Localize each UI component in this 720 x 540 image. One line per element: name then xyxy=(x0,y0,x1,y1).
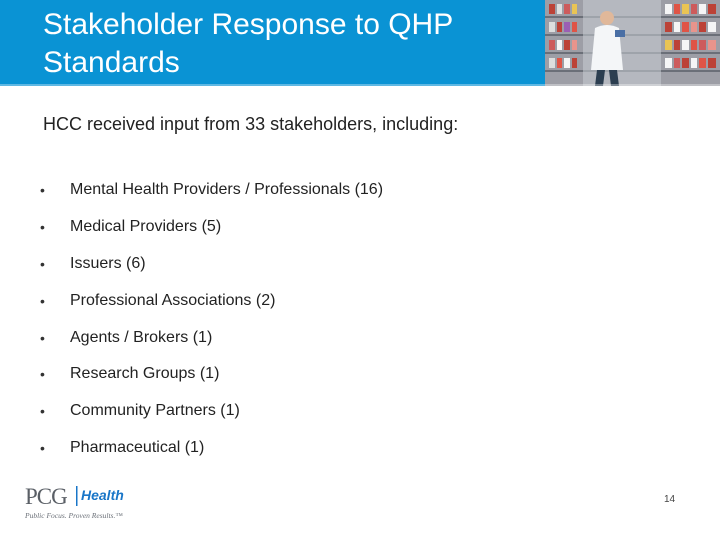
list-item xyxy=(40,430,383,467)
bullet-icon: • xyxy=(40,182,45,199)
slide-header xyxy=(0,0,720,86)
header-photo xyxy=(545,0,720,86)
slide-title: Stakeholder Response to QHP Standards xyxy=(43,8,453,79)
bullet-icon: • xyxy=(40,439,45,456)
list-item-text: Medical Providers (5) xyxy=(70,218,222,236)
pcg-logo-mark xyxy=(24,480,184,524)
intro-text: HCC received input from 33 stakeholders, including: xyxy=(43,114,459,134)
list-item-text: Pharmaceutical (1) xyxy=(70,438,205,456)
bullet-icon: • xyxy=(40,329,45,346)
logo-tagline: Public Focus. Proven Results.™ xyxy=(25,511,123,520)
bullet-icon: • xyxy=(40,366,45,383)
list-item-text: Mental Health Providers / Professionals (16) xyxy=(70,181,384,199)
list-item-text: Research Groups (1) xyxy=(70,365,220,383)
logo-pcg-text: PCG xyxy=(25,484,67,509)
list-item xyxy=(40,282,383,319)
list-item xyxy=(40,393,383,430)
list-item xyxy=(40,246,383,283)
list-item-text: Agents / Brokers (1) xyxy=(70,328,213,346)
list-item-text: Issuers (6) xyxy=(70,254,146,272)
list-item xyxy=(40,356,383,393)
logo-divider xyxy=(76,486,78,506)
stakeholder-list xyxy=(40,172,383,466)
pcg-health-logo xyxy=(24,480,184,524)
list-item xyxy=(40,319,383,356)
list-item-text: Community Partners (1) xyxy=(70,402,240,420)
logo-health-text: Health xyxy=(81,487,124,503)
list-item xyxy=(40,172,383,209)
list-item xyxy=(40,209,383,246)
bullet-icon: • xyxy=(40,255,45,272)
bullet-icon: • xyxy=(40,403,45,420)
bullet-icon: • xyxy=(40,292,45,309)
list-item-text: Professional Associations (2) xyxy=(70,291,276,309)
pharmacy-shelves-image xyxy=(545,0,720,86)
header-divider xyxy=(0,84,720,87)
bullet-icon: • xyxy=(40,219,45,236)
page-number: 14 xyxy=(664,494,676,505)
